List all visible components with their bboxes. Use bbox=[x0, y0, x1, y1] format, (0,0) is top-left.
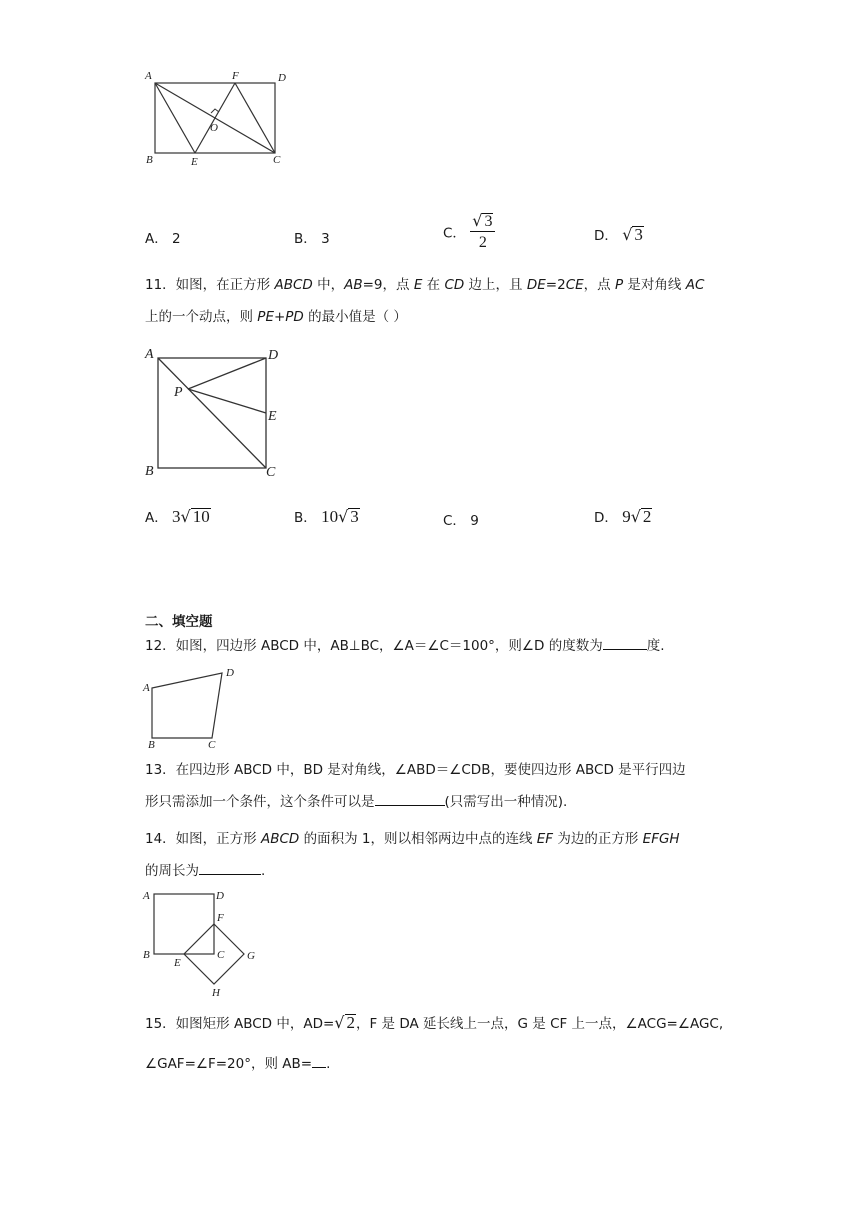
fig14-label-f: F bbox=[217, 912, 224, 924]
q10-option-b[interactable] bbox=[294, 227, 330, 247]
fig10-label-f: F bbox=[232, 70, 239, 82]
text: 12．如图，四边形 ABCD 中，AB⊥BC，∠A＝∠C＝100°，则∠D 的度数为 bbox=[145, 638, 603, 654]
text: DE bbox=[526, 277, 546, 293]
fig10-label-c: C bbox=[273, 154, 281, 166]
q10-option-c[interactable] bbox=[443, 211, 495, 252]
coefficient: 10 bbox=[321, 507, 339, 526]
text: 15．如图矩形 ABCD 中，AD= bbox=[145, 1016, 335, 1032]
text: . bbox=[261, 863, 266, 879]
q14-stem-line2 bbox=[145, 857, 265, 885]
radical-icon: √ bbox=[630, 507, 641, 526]
text: 边上，且 bbox=[464, 277, 527, 293]
fig14-label-a: A bbox=[143, 890, 150, 902]
q11-stem-line2 bbox=[145, 303, 407, 331]
radical-icon: √ bbox=[180, 507, 191, 526]
fig12-label-d: D bbox=[226, 667, 234, 679]
q12-stem bbox=[145, 632, 665, 660]
text: 中， bbox=[312, 277, 345, 293]
text: ，点 bbox=[583, 277, 615, 293]
q13-stem-line2 bbox=[145, 788, 567, 816]
fig11-label-b: B bbox=[145, 464, 154, 479]
option-letter: A． bbox=[145, 510, 168, 526]
q13-stem-line1: 13．在四边形 ABCD 中，BD 是对角线，∠ABD＝∠CDB，要使四边形 ABCD 是平行四边 bbox=[145, 762, 686, 778]
figure-q10-rectangle bbox=[140, 65, 300, 175]
radicand: 2 bbox=[346, 1013, 355, 1032]
option-value: 9 bbox=[470, 513, 479, 529]
answer-blank[interactable] bbox=[603, 635, 647, 650]
radicand: 3 bbox=[634, 225, 643, 244]
q11-option-b[interactable] bbox=[294, 506, 360, 527]
coefficient: 9 bbox=[622, 507, 631, 526]
fig10-label-e: E bbox=[191, 156, 198, 168]
fig10-label-b: B bbox=[146, 154, 153, 166]
fig11-label-p: P bbox=[174, 385, 183, 400]
fig14-label-d: D bbox=[216, 890, 224, 902]
text: EFGH bbox=[642, 831, 680, 847]
text: 形只需添加一个条件，这个条件可以是 bbox=[145, 794, 375, 810]
q10-option-a[interactable] bbox=[145, 227, 181, 247]
denominator: 2 bbox=[478, 234, 487, 251]
radical-icon: √ bbox=[472, 211, 483, 230]
coefficient: 3 bbox=[172, 507, 181, 526]
q11-option-d[interactable] bbox=[594, 506, 652, 527]
q15-stem-line2 bbox=[145, 1050, 330, 1078]
fig11-label-a: A bbox=[145, 347, 154, 362]
text: P bbox=[614, 277, 624, 293]
option-letter: D． bbox=[594, 228, 618, 244]
text: AC bbox=[685, 277, 705, 293]
radicand: 2 bbox=[642, 507, 652, 526]
answer-blank[interactable] bbox=[312, 1053, 326, 1068]
text: 11．如图，在正方形 bbox=[145, 277, 275, 293]
answer-blank[interactable] bbox=[199, 860, 261, 875]
text: 是对角线 bbox=[623, 277, 686, 293]
text: 的最小值是（ ） bbox=[303, 309, 407, 325]
fig11-label-d: D bbox=[268, 348, 279, 363]
fig14-label-g: G bbox=[247, 950, 255, 962]
fig11-label-c: C bbox=[266, 465, 276, 480]
q14-stem-line1 bbox=[145, 825, 680, 853]
fig14-label-e: E bbox=[174, 957, 181, 969]
text: 上的一个动点，则 bbox=[145, 309, 258, 325]
figure-q11-square bbox=[140, 342, 290, 482]
text: ABCD bbox=[260, 831, 300, 847]
option-letter: D． bbox=[594, 510, 618, 526]
option-letter: C． bbox=[443, 513, 466, 529]
radical-icon: √ bbox=[622, 225, 633, 244]
fig14-label-b: B bbox=[143, 949, 150, 961]
fig14-label-h: H bbox=[212, 987, 220, 999]
fig11-label-e: E bbox=[268, 409, 277, 424]
q11-option-a[interactable] bbox=[145, 506, 211, 527]
text: =9，点 bbox=[362, 277, 414, 293]
q11-option-c[interactable] bbox=[443, 509, 479, 529]
text: CE bbox=[565, 277, 584, 293]
text: 在 bbox=[422, 277, 445, 293]
fig10-label-d: D bbox=[278, 72, 286, 84]
text: 的周长为 bbox=[145, 863, 199, 879]
text: ，F 是 DA 延长线上一点，G 是 CF 上一点，∠ACG=∠AGC, bbox=[356, 1016, 724, 1032]
radical-icon: √ bbox=[338, 507, 349, 526]
text: . bbox=[326, 1056, 331, 1072]
text: 度. bbox=[646, 638, 665, 654]
text: ∠GAF=∠F=20°，则 AB= bbox=[145, 1056, 313, 1072]
text: CD bbox=[444, 277, 465, 293]
fig12-label-b: B bbox=[148, 739, 155, 751]
fig10-label-o: O bbox=[210, 122, 218, 134]
option-value: 2 bbox=[172, 231, 181, 247]
text: AB bbox=[344, 277, 363, 293]
text: EF bbox=[536, 831, 554, 847]
answer-blank[interactable] bbox=[375, 791, 445, 806]
option-letter: B． bbox=[294, 231, 317, 247]
fig10-label-a: A bbox=[145, 70, 152, 82]
q11-stem-line1 bbox=[145, 271, 704, 299]
radicand: 10 bbox=[192, 507, 210, 526]
section-title: 二、填空题 bbox=[145, 614, 213, 630]
text: E bbox=[413, 277, 423, 293]
option-letter: A． bbox=[145, 231, 168, 247]
radicand: 3 bbox=[484, 213, 493, 230]
figure-q14-squares bbox=[140, 884, 270, 1004]
text: PE+PD bbox=[257, 309, 304, 325]
option-letter: B． bbox=[294, 510, 317, 526]
q10-option-d[interactable] bbox=[594, 224, 644, 245]
option-letter: C． bbox=[443, 225, 466, 242]
text: 为边的正方形 bbox=[553, 831, 643, 847]
q15-stem-line1 bbox=[145, 1009, 723, 1038]
option-value: 3 bbox=[321, 231, 330, 247]
fig12-label-c: C bbox=[208, 739, 216, 751]
fig12-label-a: A bbox=[143, 682, 150, 694]
figure-q12-quadrilateral bbox=[140, 664, 250, 754]
radicand: 3 bbox=[350, 507, 359, 526]
text: =2 bbox=[545, 277, 566, 293]
text: 14．如图，正方形 bbox=[145, 831, 261, 847]
fraction-sqrt3-over-2 bbox=[470, 211, 495, 252]
radical-icon: √ bbox=[334, 1013, 345, 1032]
text: (只需写出一种情况). bbox=[444, 794, 568, 810]
text: ABCD bbox=[274, 277, 313, 293]
text: 的面积为 1，则以相邻两边中点的连线 bbox=[299, 831, 537, 847]
fig14-label-c: C bbox=[217, 949, 225, 961]
